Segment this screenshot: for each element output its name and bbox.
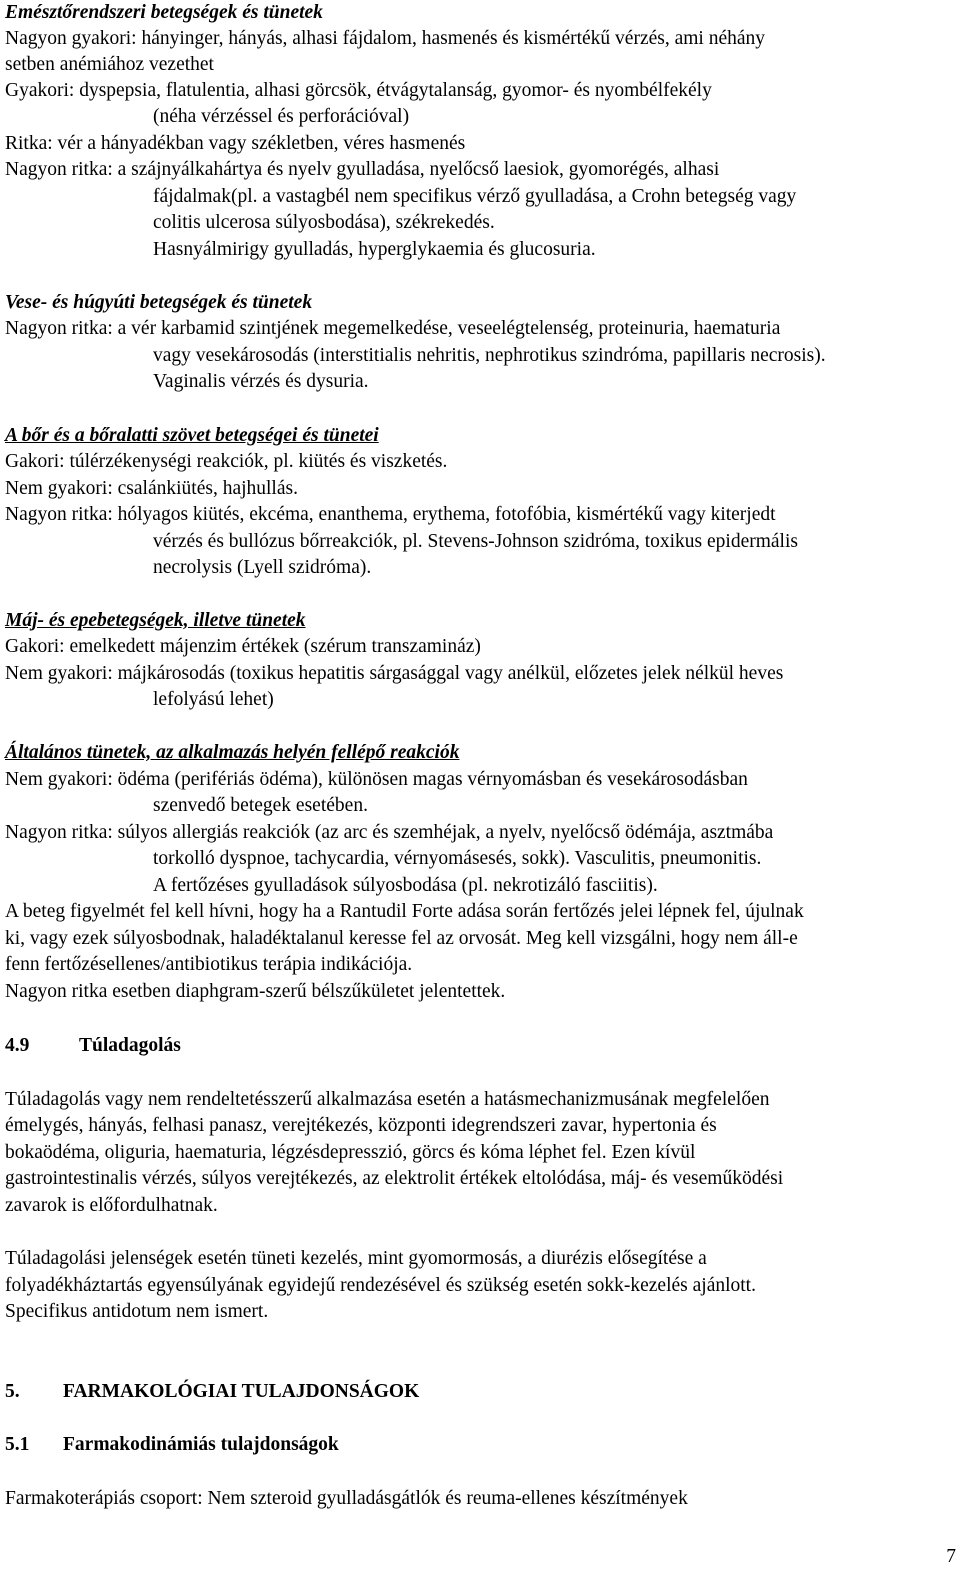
text-line: Nagyon ritka: a szájnyálkahártya és nyelv gyulladása, nyelőcső laesiok, gyomorégés, alhasi xyxy=(5,159,720,180)
text-line: Gyakori: dyspepsia, flatulentia, alhasi görcsök, étvágytalanság, gyomor- és nyombélfekély xyxy=(5,80,712,101)
text-line: Nem gyakori: májkárosodás (toxikus hepatitis sárgasággal vagy anélkül, előzetes jelek nélkül heves xyxy=(5,663,784,684)
text-line: vagy vesekárosodás (interstitialis nehritis, nephrotikus szindróma, papillaris necrosis). xyxy=(153,345,826,366)
text-line: émelygés, hányás, felhasi panasz, verejtékezés, központi idegrendszeri zavar, hypertonia és xyxy=(5,1115,717,1136)
text-line: Nagyon ritka: súlyos allergiás reakciók (az arc és szemhéjak, a nyelv, nyelőcső ödémája, asztmába xyxy=(5,822,774,843)
section-title: Farmakodinámiás tulajdonságok xyxy=(63,1434,339,1455)
text-line: Gakori: emelkedett májenzim értékek (szérum transzamináz) xyxy=(5,636,481,657)
section-heading-5-1 xyxy=(5,1432,339,1458)
text-line: Hasnyálmirigy gyulladás, hyperglykaemia és glucosuria. xyxy=(153,239,596,260)
text-line: Nagyon ritka esetben diaphgram-szerű bélszűkületet jelentettek. xyxy=(5,981,506,1002)
text-line: torkolló dyspnoe, tachycardia, vérnyomásesés, sokk). Vasculitis, pneumonitis. xyxy=(153,848,762,869)
section-title: Túladagolás xyxy=(79,1035,181,1056)
text-line: Gakori: túlérzékenységi reakciók, pl. kiütés és viszketés. xyxy=(5,451,448,472)
heading-general: Általános tünetek, az alkalmazás helyén fellépő reakciók xyxy=(5,742,460,763)
text-line: A fertőzéses gyulladások súlyosbodása (pl. nekrotizáló fasciitis). xyxy=(153,875,658,896)
text-line: (néha vérzéssel és perforációval) xyxy=(153,106,410,127)
text-line: zavarok is előfordulhatnak. xyxy=(5,1195,218,1216)
heading-gastro: Emésztőrendszeri betegségek és tünetek xyxy=(5,2,323,23)
text-line: Ritka: vér a hányadékban vagy székletben, véres hasmenés xyxy=(5,133,466,154)
text-line: Nagyon ritka: hólyagos kiütés, ekcéma, enanthema, erythema, fotofóbia, kismértékű vagy kiterjedt xyxy=(5,504,776,525)
text-line: folyadékháztartás egyensúlyának egyidejű rendezésével és szükség esetén sokk-kezelés ajánlott. xyxy=(5,1275,756,1296)
section-number: 4.9 xyxy=(5,1035,30,1056)
section-heading-4-9 xyxy=(5,1033,181,1059)
text-line: szenvedő betegek esetében. xyxy=(153,795,368,816)
text-line: Túladagolási jelenségek esetén tüneti kezelés, mint gyomormosás, a diurézis elősegítése a xyxy=(5,1248,707,1269)
heading-liver: Máj- és epebetegségek, illetve tünetek xyxy=(5,610,306,631)
text-line: necrolysis (Lyell szidróma). xyxy=(153,557,372,578)
text-line: Nagyon gyakori: hányinger, hányás, alhasi fájdalom, hasmenés és kismértékű vérzés, ami néhány xyxy=(5,28,766,49)
text-line: Nem gyakori: ödéma (perifériás ödéma), különösen magas vérnyomásban és vesekárosodásban xyxy=(5,769,748,790)
section-heading-5 xyxy=(5,1379,419,1405)
text-line: A beteg figyelmét fel kell hívni, hogy ha a Rantudil Forte adása során fertőzés jelei lépnek fel, újulnak xyxy=(5,901,804,922)
heading-skin: A bőr és a bőralatti szövet betegségei és tünetei xyxy=(5,425,379,446)
text-line: Túladagolás vagy nem rendeltetésszerű alkalmazása esetén a hatásmechanizmusának megfelelően xyxy=(5,1089,770,1110)
section-title: FARMAKOLÓGIAI TULAJDONSÁGOK xyxy=(63,1381,420,1402)
heading-kidney: Vese- és húgyúti betegségek és tünetek xyxy=(5,292,313,313)
text-line: Specifikus antidotum nem ismert. xyxy=(5,1301,269,1322)
text-line: setben anémiához vezethet xyxy=(5,54,214,75)
page-number: 7 xyxy=(946,1546,956,1567)
text-line: colitis ulcerosa súlyosbodása), székrekedés. xyxy=(153,212,495,233)
text-line: gastrointestinalis vérzés, súlyos verejtékezés, az elektrolit értékek eltolódása, máj- és veseműködési xyxy=(5,1168,784,1189)
pharma-group: Farmakoterápiás csoport: Nem szteroid gyulladásgátlók és reuma-ellenes készítmények xyxy=(5,1488,688,1509)
text-line: vérzés és bullózus bőrreakciók, pl. Stevens-Johnson szidróma, toxikus epidermális xyxy=(153,531,798,552)
text-line: Nem gyakori: csalánkiütés, hajhullás. xyxy=(5,478,298,499)
text-line: lefolyású lehet) xyxy=(153,689,274,710)
text-line: fenn fertőzésellenes/antibiotikus terápia indikációja. xyxy=(5,954,413,975)
text-line: ki, vagy ezek súlyosbodnak, haladéktalanul keresse fel az orvosát. Meg kell vizsgálni, hogy nem áll-e xyxy=(5,928,798,949)
text-line: Vaginalis vérzés és dysuria. xyxy=(153,371,369,392)
text-line: fájdalmak(pl. a vastagbél nem specifikus vérző gyulladása, a Crohn betegség vagy xyxy=(153,186,797,207)
text-line: bokaödéma, oliguria, haematuria, légzésdepresszió, görcs és kóma léphet fel. Ezen kívül xyxy=(5,1142,696,1163)
section-number: 5. xyxy=(5,1381,20,1402)
text-line: Nagyon ritka: a vér karbamid szintjének megemelkedése, veseelégtelenség, proteinuria, haematuria xyxy=(5,318,781,339)
section-number: 5.1 xyxy=(5,1434,30,1455)
